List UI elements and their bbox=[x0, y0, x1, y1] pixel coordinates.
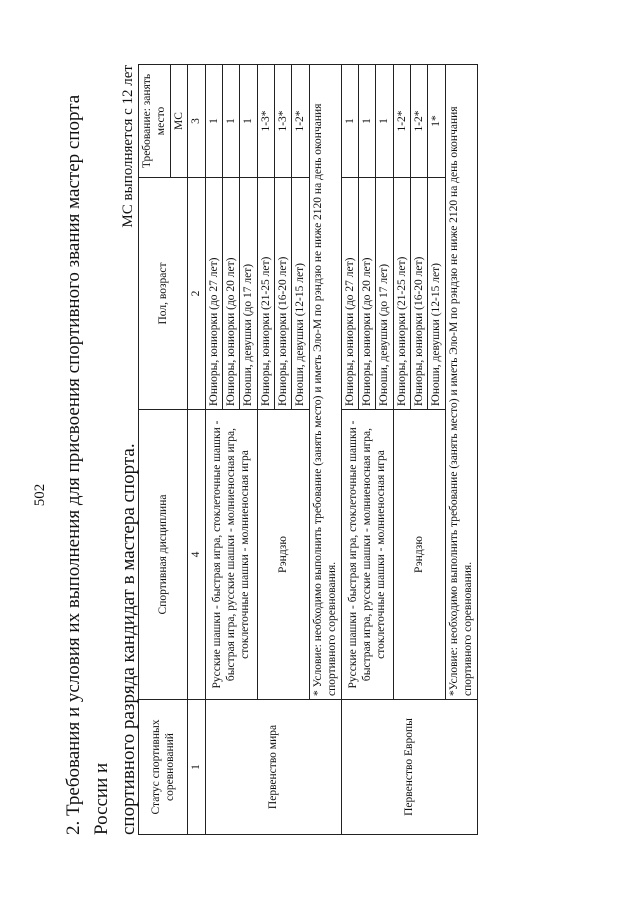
requirements-table bbox=[138, 64, 478, 835]
condition-note: *Условие: необходимо выполнить требование (занять место) и иметь Эло-М по рэндзю не ниже 2120 на день окончания спортивного соревнования. bbox=[445, 64, 477, 699]
place-cell: 1-2* bbox=[393, 64, 410, 177]
age-cell: Юниоры, юниорки (до 20 лет) bbox=[358, 178, 375, 410]
place-cell: 1 bbox=[358, 64, 375, 177]
place-cell: 1 bbox=[240, 64, 257, 177]
age-cell: Юниоры, юниорки (21-25 лет) bbox=[393, 178, 410, 410]
age-cell: Юноши, девушки (до 17 лет) bbox=[376, 178, 393, 410]
age-cell: Юниоры, юниорки (21-25 лет) bbox=[257, 178, 274, 410]
place-cell: 1 bbox=[222, 64, 239, 177]
age-cell: Юниоры, юниорки (до 27 лет) bbox=[205, 178, 222, 410]
page-number: 502 bbox=[32, 483, 48, 507]
place-cell: 1* bbox=[428, 64, 445, 177]
column-number: 1 bbox=[188, 700, 205, 835]
column-number: 2 bbox=[188, 178, 205, 410]
age-cell: Юниоры, юниорки (до 27 лет) bbox=[341, 178, 358, 410]
header-status: Статус спортивных соревнований bbox=[139, 700, 188, 835]
place-cell: 1 bbox=[376, 64, 393, 177]
discipline-cell: Рэндзю bbox=[393, 410, 445, 700]
age-cell: Юниоры, юниорки (до 20 лет) bbox=[222, 178, 239, 410]
place-cell: 1-3* bbox=[275, 64, 292, 177]
table-header-row bbox=[139, 64, 171, 834]
table-row bbox=[341, 64, 358, 834]
table-row bbox=[205, 64, 222, 834]
age-cell: Юноши, девушки (12-15 лет) bbox=[428, 178, 445, 410]
column-number: 4 bbox=[188, 410, 205, 700]
header-requirement: Требование: занять место bbox=[139, 64, 171, 177]
header-gender-age: Пол, возраст bbox=[139, 178, 188, 410]
place-cell: 1 bbox=[341, 64, 358, 177]
place-cell: 1-2* bbox=[411, 64, 428, 177]
column-number-row bbox=[188, 64, 205, 834]
age-cell: Юниоры, юниорки (16-20 лет) bbox=[411, 178, 428, 410]
place-cell: 1 bbox=[205, 64, 222, 177]
ms-age-note: МС выполняется с 12 лет bbox=[120, 65, 136, 228]
age-cell: Юноши, девушки (до 17 лет) bbox=[240, 178, 257, 410]
status-cell: Первенство мира bbox=[205, 700, 341, 835]
discipline-cell: Русские шашки - быстрая игра, стоклеточные шашки - быстрая игра, русские шашки - молниеносная игра, стоклеточные шашки - молниеносная игра bbox=[205, 410, 257, 700]
place-cell: 1-3* bbox=[257, 64, 274, 177]
place-cell: 1-2* bbox=[292, 64, 309, 177]
header-discipline: Спортивная дисциплина bbox=[139, 410, 188, 700]
heading-line-2: спортивного разряда кандидат в мастера спорта. bbox=[118, 443, 140, 835]
discipline-cell: Русские шашки - быстрая игра, стоклеточные шашки - быстрая игра, русские шашки - молниеносная игра, стоклеточные шашки - молниеносная игра bbox=[341, 410, 393, 700]
column-number: 3 bbox=[188, 64, 205, 177]
condition-note: * Условие: необходимо выполнить требование (занять место) и иметь Эло-М по рэндзю не ниже 2120 на день окончания спортивного соревнования. bbox=[309, 64, 341, 699]
status-cell: Первенство Европы bbox=[341, 700, 477, 835]
discipline-cell: Рэндзю bbox=[257, 410, 309, 700]
heading-line-1: 2. Требования и условия их выполнения для присвоения спортивного звания мастер спорта России и bbox=[63, 94, 112, 835]
age-cell: Юниоры, юниорки (16-20 лет) bbox=[275, 178, 292, 410]
header-ms: МС bbox=[170, 64, 187, 177]
age-cell: Юноши, девушки (12-15 лет) bbox=[292, 178, 309, 410]
